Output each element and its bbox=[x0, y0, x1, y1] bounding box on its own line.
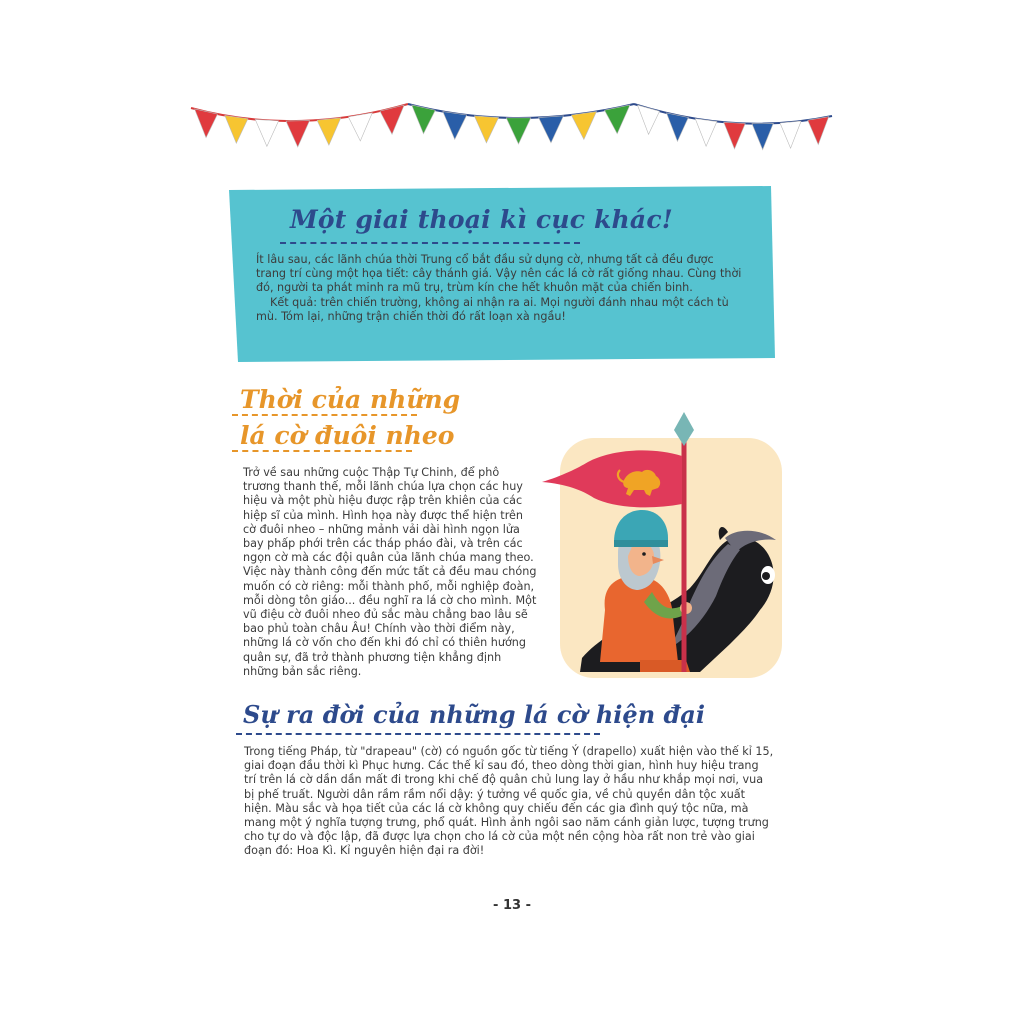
knight-on-horse-with-pennant-icon bbox=[540, 410, 790, 680]
bunting-garland-icon bbox=[186, 96, 836, 176]
bunting-flag bbox=[474, 116, 498, 143]
box-paragraph-1: Ít lâu sau, các lãnh chúa thời Trung cổ bắt đầu sử dụng cờ, nhưng tất cả đều được trang trí cùng một họa tiết: cây thánh giá. Vậy nên các lá cờ rất giống nhau. Cùng thời đó, người ta phát minh ra mũ trụ, trùm kín che hết khuôn mặt của chiến binh. bbox=[256, 253, 742, 295]
bunting-flag bbox=[506, 118, 531, 144]
section1-title-underline-2 bbox=[232, 450, 412, 452]
bunting-flag bbox=[752, 123, 773, 149]
section2-text: Trong tiếng Pháp, từ "drapeau" (cờ) có nguồn gốc từ tiếng Ý (drapello) xuất hiện vào thế kỉ 15, giai đoạn đầu thời kì Phục hưng. Các thế kỉ sau đó, theo dòng thời gian, hình huy hiệu trang trí trên lá cờ dần dần mất đi trong khi chế độ quân chủ lung lay ở hầu như khắp mọi nơi, vua bị phế truất. Người dân rầm rầm nổi dậy: ý tưởng về quốc gia, về chủ quyền dân tộc xuất hiện. Màu sắc và họa tiết của các lá cờ không quy chiếu đến các gia đình quý tộc nữa, mà mang một ý nghĩa tượng trưng, phổ quát. Hình ảnh ngôi sao năm cánh giản lược, tượng trưng cho tự do và độc lập, đã được lựa chọn cho lá cờ của một nền cộng hòa rất non trẻ vào giai đoạn đó: Hoa Kì. Kỉ nguyên hiện đại ra đời! bbox=[244, 745, 774, 858]
section2-title: Sự ra đời của những lá cờ hiện đại bbox=[243, 700, 705, 729]
bunting-flag bbox=[808, 117, 829, 145]
bunting-flag bbox=[348, 113, 372, 141]
section1-title-line2: lá cờ đuôi nheo bbox=[240, 421, 455, 450]
bunting-flag bbox=[195, 109, 218, 138]
section1-title-line1: Thời của những bbox=[240, 385, 461, 414]
bunting-flag bbox=[443, 112, 467, 140]
bunting-flag bbox=[286, 121, 310, 147]
bunting-flag bbox=[695, 119, 717, 147]
section1-title-underline-1 bbox=[232, 414, 417, 416]
box-text bbox=[256, 253, 746, 324]
bunting-flag bbox=[317, 118, 341, 145]
bunting-flag bbox=[604, 105, 629, 134]
bunting-flag bbox=[780, 121, 801, 148]
bunting-flag bbox=[724, 122, 745, 149]
box-paragraph-2: Kết quả: trên chiến trường, không ai nhận ra ai. Mọi người đánh nhau một cách tù mù. Tóm lại, những trận chiến thời đó rất loạn xà ngầu! bbox=[256, 295, 729, 323]
bunting-flag bbox=[666, 113, 688, 141]
bunting-flag bbox=[539, 116, 564, 143]
bunting-flag bbox=[255, 119, 278, 146]
bunting-flag bbox=[571, 112, 596, 140]
page-number: - 13 - bbox=[493, 898, 531, 913]
box-title-underline bbox=[280, 242, 580, 244]
box-title: Một giai thoại kì cục khác! bbox=[290, 205, 673, 234]
bunting-flag bbox=[225, 115, 248, 143]
section2-title-underline bbox=[236, 733, 600, 735]
section1-text: Trở về sau những cuộc Thập Tự Chinh, để phô trương thanh thế, mỗi lãnh chúa lựa chọn các huy hiệu và một phù hiệu được rập trên khiên của các hiệp sĩ của mình. Hình họa này được thể hiện trên cờ đuôi nheo – những mảnh vải dài hình ngọn lửa bay phấp phới trên các tháp pháo đài, và trên các ngọn cờ mà các đội quân của lãnh chúa mang theo. Việc này thành công đến mức tất cả đều mau chóng muốn có cờ riêng: mỗi thành phố, mỗi nghiệp đoàn, mỗi dòng tôn giáo... đều nghĩ ra lá cờ cho mình. Một vũ điệu cờ đuôi nheo đủ sắc màu chẳng bao lâu sẽ bao phủ toàn châu Âu! Chính vào thời điểm này, những lá cờ vốn cho đến khi đó chỉ có thiên hướng quân sự, đã trở thành phương tiện khẳng định những bản sắc riêng. bbox=[243, 466, 537, 678]
bunting-flag bbox=[412, 105, 436, 134]
